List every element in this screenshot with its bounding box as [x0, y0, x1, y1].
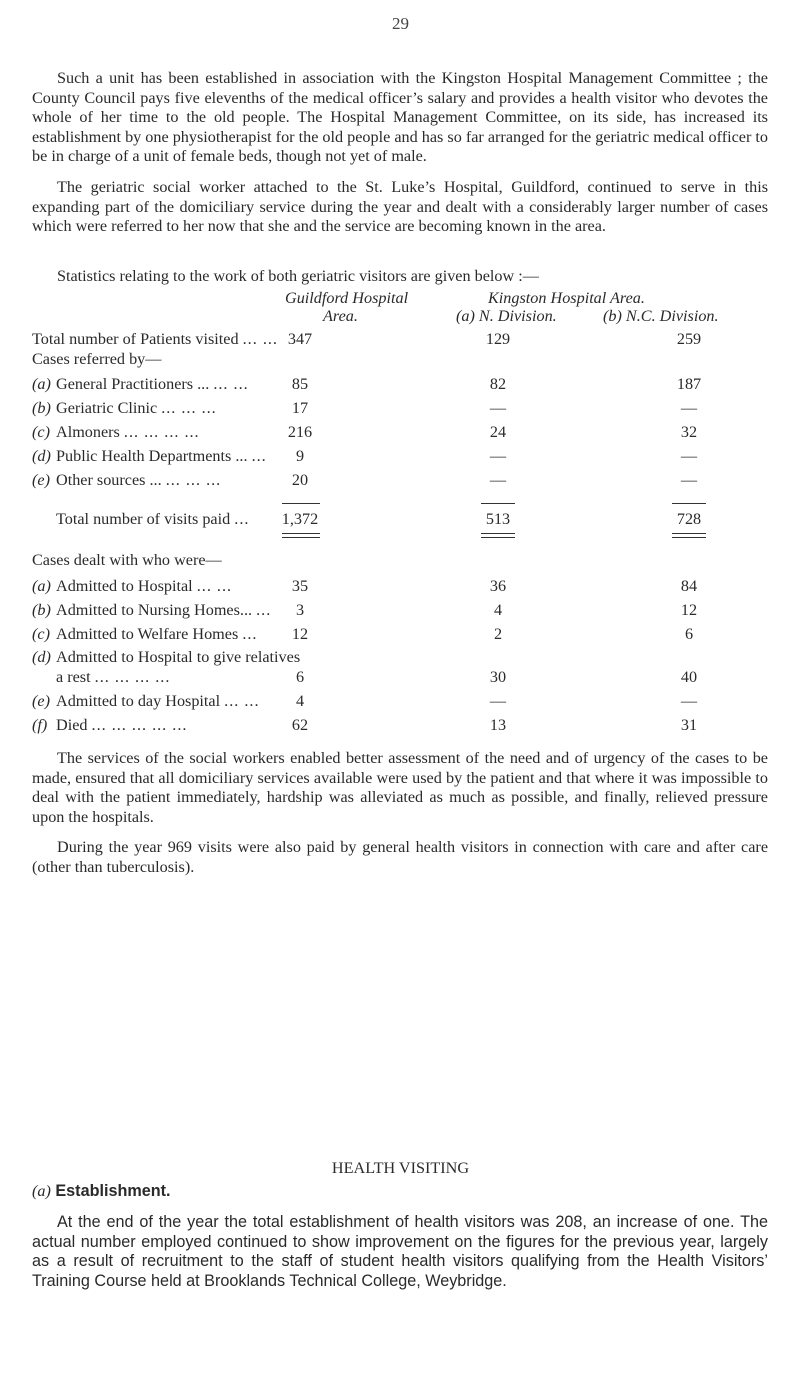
cell-kingston-nc: — — [680, 447, 698, 465]
table-row — [0, 692, 801, 712]
paragraph-establishment: At the end of the year the total establishment of health visitors was 208, an increase of one. The actual number employed continued to show improvement on the figures for the previous year, largely as a result of recruitment to the staff of student health visitors qualifying from the Health Visitors’ Training Course held at Brooklands Technical College, Weybridge. — [32, 1213, 768, 1290]
cell-guildford: 20 — [291, 471, 309, 489]
row-label: General Practitioners ... — [56, 375, 210, 393]
row-label: Died — [56, 716, 88, 734]
col-header-kingston-n: (a) N. Division. — [456, 307, 557, 325]
cell-kingston-nc: 40 — [680, 668, 698, 686]
col-header-kingston: Kingston Hospital Area. — [488, 289, 645, 307]
col-header-kingston-nc: (b) N.C. Division. — [603, 307, 719, 325]
leader-dots: ... — [242, 625, 258, 643]
table-row-dealt-heading — [0, 551, 801, 571]
cell-guildford: 216 — [287, 423, 313, 441]
cell-kingston-nc: 259 — [676, 330, 702, 348]
row-label: Total number of Patients visited — [32, 330, 239, 348]
leader-dots: ... ... ... ... — [94, 668, 171, 686]
cell-guildford: 3 — [295, 601, 305, 619]
row-label: Cases dealt with who were— — [32, 551, 222, 569]
cell-kingston-nc: 84 — [680, 577, 698, 595]
table-row — [0, 601, 801, 621]
cell-guildford: 85 — [291, 375, 309, 393]
page-number: 29 — [392, 14, 409, 33]
row-letter: (a) — [32, 375, 51, 393]
cell-kingston-n: 30 — [489, 668, 507, 686]
table-row-total-visited — [0, 330, 801, 350]
row-label: Admitted to day Hospital — [56, 692, 221, 710]
cell-guildford: 1,372 — [281, 510, 319, 528]
table-row — [0, 577, 801, 597]
cell-guildford: 17 — [291, 399, 309, 417]
row-letter: (b) — [32, 399, 51, 417]
leader-dots: ... ... ... — [161, 399, 217, 417]
cell-guildford: 12 — [291, 625, 309, 643]
leader-dots: ... ... — [196, 577, 233, 595]
row-letter: (e) — [32, 692, 50, 710]
double-rule-kingston-n — [481, 533, 515, 538]
cell-kingston-n: — — [489, 692, 507, 710]
leader-dots: ... ... ... — [165, 471, 222, 489]
leader-dots: ... — [256, 601, 272, 619]
cell-guildford: 347 — [287, 330, 313, 348]
table-row — [0, 668, 801, 688]
cell-guildford: 9 — [295, 447, 305, 465]
table-row — [0, 471, 801, 491]
cell-kingston-n: — — [489, 399, 507, 417]
row-letter: (b) — [32, 601, 51, 619]
paragraph-general-visits: During the year 969 visits were also paid by general health visitors in connection with care and after care (other than tuberculosis). — [32, 838, 768, 876]
leader-dots: ... ... — [242, 330, 278, 348]
cell-kingston-n: — — [489, 447, 507, 465]
row-letter: (a) — [32, 577, 51, 595]
cell-kingston-n: 4 — [493, 601, 503, 619]
row-letter: (f) — [32, 716, 48, 734]
total-rule-kingston-nc — [672, 503, 706, 504]
table-row — [0, 423, 801, 443]
table-row — [0, 716, 801, 736]
cell-kingston-n: 129 — [485, 330, 511, 348]
cell-guildford: 62 — [291, 716, 309, 734]
col-header-guildford-area: Area. — [323, 307, 358, 325]
paragraph-services-summary: The services of the social workers enabled better assessment of the need and of urgency of the cases to be made, ensured that all domiciliary services available were used by the patient and that where it was impossible to deal with the patient immediately, hardship was alleviated as much as possible, and finally, relieved pressure upon the hospitals. — [32, 749, 768, 826]
subsection-heading — [32, 1182, 171, 1201]
row-label: Admitted to Welfare Homes — [56, 625, 239, 643]
double-rule-guildford — [282, 533, 320, 538]
total-rule-kingston-n — [481, 503, 515, 504]
leader-dots: ... — [234, 510, 250, 528]
cell-kingston-n: 82 — [489, 375, 507, 393]
row-label: Total number of visits paid — [56, 510, 231, 528]
cell-kingston-n: 24 — [489, 423, 507, 441]
leader-dots: ... — [251, 447, 267, 465]
row-letter: (c) — [32, 423, 50, 441]
cell-guildford: 6 — [295, 668, 305, 686]
row-label: Admitted to Nursing Homes... — [56, 601, 253, 619]
subsection-letter: (a) — [32, 1182, 51, 1200]
leader-dots: ... ... — [213, 375, 249, 393]
double-rule-kingston-nc — [672, 533, 706, 538]
row-label: Admitted to Hospital — [56, 577, 193, 595]
cell-kingston-nc: — — [680, 471, 698, 489]
cell-kingston-nc: 12 — [680, 601, 698, 619]
paragraph-social-worker: The geriatric social worker attached to the St. Luke’s Hospital, Guildford, continued to serve in this expanding part of the domiciliary service during the year and dealt with a considerably larger number of cases which were referred to her now that she and the service are becoming known in the area. — [32, 178, 768, 235]
row-letter: (c) — [32, 625, 50, 643]
cell-kingston-nc: 32 — [680, 423, 698, 441]
row-label: Admitted to Hospital to give relatives — [56, 648, 301, 666]
col-header-guildford: Guildford Hospital — [285, 289, 409, 307]
table-row — [0, 648, 801, 668]
cell-kingston-nc: — — [680, 399, 698, 417]
paragraph-statistics-intro: Statistics relating to the work of both geriatric visitors are given below :— — [57, 267, 539, 285]
cell-kingston-nc: 728 — [676, 510, 702, 528]
cell-guildford: 4 — [295, 692, 305, 710]
cell-kingston-nc: 31 — [680, 716, 698, 734]
row-letter: (d) — [32, 447, 51, 465]
table-row — [0, 625, 801, 645]
row-label: Public Health Departments ... — [56, 447, 248, 465]
cell-kingston-nc: — — [680, 692, 698, 710]
table-row — [0, 399, 801, 419]
row-label: Geriatric Clinic — [56, 399, 158, 417]
leader-dots: ... ... — [224, 692, 260, 710]
table-row — [0, 447, 801, 467]
total-rule-guildford — [282, 503, 320, 504]
table-row — [0, 375, 801, 395]
cell-kingston-n: 36 — [489, 577, 507, 595]
row-label: Cases referred by— — [32, 350, 162, 368]
table-row-referred-heading — [0, 350, 801, 370]
cell-kingston-n: 13 — [489, 716, 507, 734]
row-letter: (e) — [32, 471, 50, 489]
row-label: Almoners — [56, 423, 120, 441]
leader-dots: ... ... ... ... — [123, 423, 200, 441]
cell-kingston-nc: 6 — [684, 625, 694, 643]
paragraph-unit-establishment: Such a unit has been established in association with the Kingston Hospital Management Committee ; the County Council pays five elevenths of the medical officer’s salary and provides a health visitor who devotes the whole of her time to the old people. The Hospital Management Committee, on its side, has increased its establishment by one physiotherapist for the old people and has so far arranged for the geriatric medical officer to be in charge of a unit of female beds, though not yet of male. — [32, 69, 768, 165]
section-heading: HEALTH VISITING — [331, 1159, 470, 1177]
row-letter: (d) — [32, 648, 51, 666]
leader-dots: ... ... ... ... ... — [91, 716, 188, 734]
cell-kingston-n: 513 — [485, 510, 511, 528]
cell-kingston-n: — — [489, 471, 507, 489]
cell-kingston-nc: 187 — [676, 375, 702, 393]
row-label: a rest — [56, 668, 91, 686]
subsection-title: Establishment. — [55, 1182, 171, 1200]
cell-guildford: 35 — [291, 577, 309, 595]
table-row-total-visits — [0, 510, 801, 530]
row-label: Other sources ... — [56, 471, 162, 489]
cell-kingston-n: 2 — [493, 625, 503, 643]
